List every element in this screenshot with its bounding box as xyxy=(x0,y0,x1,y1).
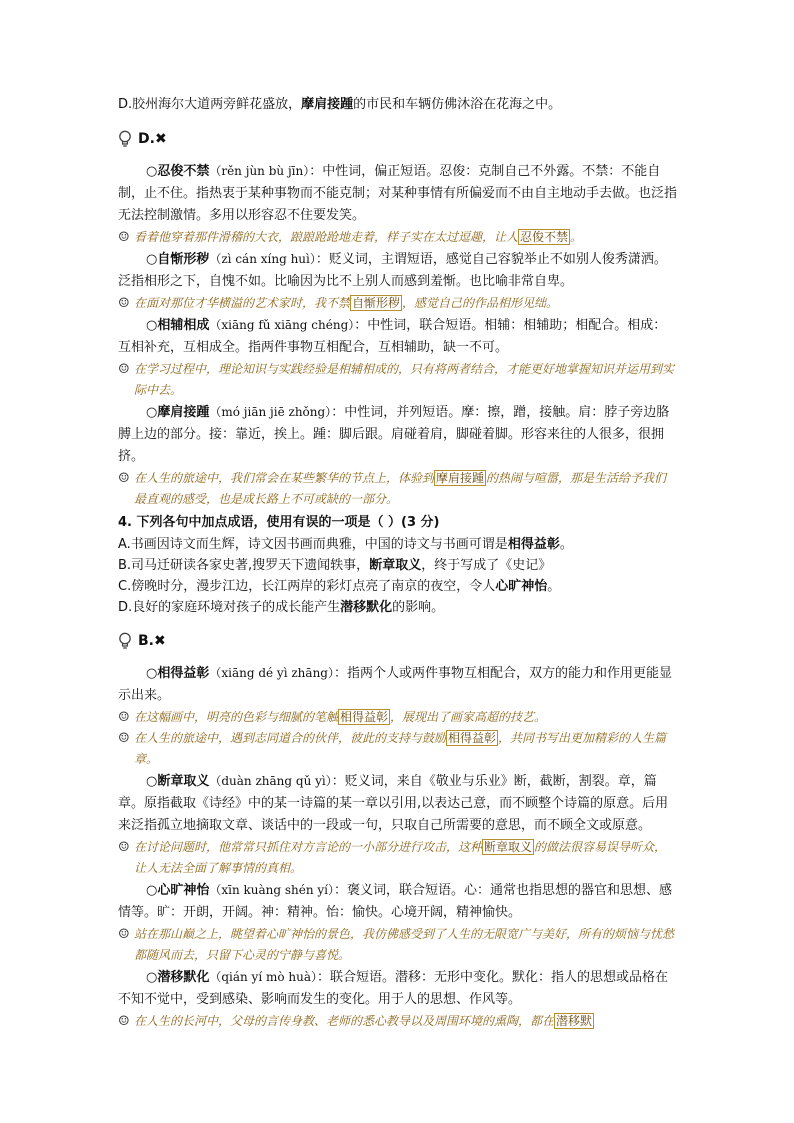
lightbulb-icon xyxy=(118,632,132,650)
idiom-entry xyxy=(118,248,678,293)
option-text: 。 xyxy=(547,579,561,594)
smiley-icon: ☺ xyxy=(118,296,130,311)
option-text: B.司马迁研读各家史著,搜罗天下遗闻轶事， xyxy=(118,558,370,573)
idiom-pinyin: （zì cán xíng huì） xyxy=(209,252,316,266)
example-sentence xyxy=(118,728,678,770)
option-text: D.良好的家庭环境对孩子的成长能产生 xyxy=(118,600,341,615)
example-text: 的做法很容易误导听众，让人无法全面了解事情的真相。 xyxy=(134,840,667,875)
example-text: ，展现出了画家高超的技艺。 xyxy=(390,710,547,724)
option-term: 潜移默化 xyxy=(340,600,393,615)
idiom-entry xyxy=(118,770,678,837)
highlighted-idiom: 忍俊不禁 xyxy=(520,230,569,244)
example-text: 在这幅画中，明亮的色彩与细腻的笔触 xyxy=(134,710,339,724)
smiley-icon: ☺ xyxy=(118,927,130,942)
idiom-entry xyxy=(118,662,678,707)
idiom-definition: ：中性词，并列短语。摩：擦，蹭，接触。肩：脖子旁边胳膊上边的部分。接：靠近，挨上。踵：脚后跟。肩碰着肩，脚碰着脚。形容来往的人很多，很拥挤。 xyxy=(118,405,670,464)
idiom-term: ○相辅相成 xyxy=(146,318,210,333)
answer-block xyxy=(118,126,678,152)
option-a xyxy=(118,534,678,555)
idiom-pinyin: （qián yí mò huà） xyxy=(209,970,318,984)
example-sentence xyxy=(118,227,678,248)
option-text: 。 xyxy=(559,537,573,552)
example-sentence xyxy=(118,707,678,728)
option-term: 断章取义 xyxy=(369,558,422,573)
idiom-definition: ：贬义词，来自《敬业与乐业》断，截断，割裂。章，篇章。原指截取《诗经》中的某一诗篇的某一章以引用,以表达己意，而不顾整个诗篇的原意。后用来泛指孤立地摘取文章、谈话中的一段或一句，只取自己所需要的意思，而不顾全文或原意。 xyxy=(118,774,669,833)
example-sentence xyxy=(118,468,678,510)
lightbulb-icon xyxy=(118,130,132,148)
highlighted-idiom: 自惭形秽 xyxy=(352,296,401,310)
idiom-pinyin: （xīn kuàng shén yí） xyxy=(209,883,335,897)
idiom-entry xyxy=(118,160,678,227)
example-text: 看着他穿着那件滑稽的大衣，踉踉跄跄地走着，样子实在太过逗趣，让人 xyxy=(134,230,519,244)
example-text: ，感觉自己的作品相形见绌。 xyxy=(402,296,559,310)
example-text: 。 xyxy=(570,230,583,244)
highlighted-idiom: 摩肩接踵 xyxy=(436,471,485,485)
option-term: 相得益彰 xyxy=(507,537,560,552)
idiom-entry xyxy=(118,879,678,924)
smiley-icon: ☺ xyxy=(118,1014,130,1029)
smiley-icon: ☺ xyxy=(118,710,130,725)
smiley-icon: ☺ xyxy=(118,840,130,855)
answer-block xyxy=(118,628,678,654)
highlighted-idiom: 相得益彰 xyxy=(448,731,497,745)
idiom-term: ○摩肩接踵 xyxy=(146,405,210,420)
idiom-term: ○相得益彰 xyxy=(146,666,210,681)
option-text: D.胶州海尔大道两旁鲜花盛放， xyxy=(118,97,302,112)
idiom-entry xyxy=(118,401,678,468)
example-text: 在人生的旅途中，遇到志同道合的伙伴，彼此的支持与鼓励 xyxy=(134,731,447,745)
idiom-term: ○自惭形秽 xyxy=(146,252,210,267)
idiom-pinyin: （mó jiān jiē zhǒng） xyxy=(209,405,332,419)
example-text: 在人生的长河中，父母的言传身教、老师的悉心教导以及周围环境的熏陶，都在 xyxy=(134,1014,555,1028)
option-text: C.傍晚时分，漫步江边，长江两岸的彩灯点亮了南京的夜空，令人 xyxy=(118,579,496,594)
highlighted-idiom: 相得益彰 xyxy=(340,710,389,724)
idiom-term: ○潜移默化 xyxy=(146,970,210,985)
option-c xyxy=(118,576,678,597)
option-text: 的影响。 xyxy=(392,600,445,615)
idiom-pinyin: （duàn zhāng qǔ yì） xyxy=(209,774,332,788)
example-text: 在学习过程中，理论知识与实践经验是相辅相成的，只有将两者结合，才能更好地掌握知识并运用到实际中去。 xyxy=(134,362,675,397)
option-text: A.书画因诗文而生辉，诗文因书画而典雅，中国的诗文与书画可谓是 xyxy=(118,537,508,552)
option-text: 的市民和车辆仿佛沐浴在花海之中。 xyxy=(353,97,562,112)
idiom-term: ○断章取义 xyxy=(146,774,210,789)
idiom-pinyin: （rěn jùn bù jīn） xyxy=(209,164,310,178)
example-text: 在面对那位才华横溢的艺术家时，我不禁 xyxy=(134,296,351,310)
option-term: 摩肩接踵 xyxy=(301,97,354,112)
question-title: 4. 下列各句中加点成语，使用有误的一项是（ ）(3 分) xyxy=(118,515,440,530)
option-b xyxy=(118,555,678,576)
answer-label: D.✖ xyxy=(138,131,167,147)
option-text: ，终于写成了《史记》 xyxy=(421,558,552,573)
smiley-icon: ☺ xyxy=(118,230,130,245)
example-sentence xyxy=(118,1011,678,1032)
highlighted-idiom: 潜移默 xyxy=(556,1014,593,1028)
example-sentence xyxy=(118,359,678,401)
example-sentence xyxy=(118,293,678,314)
smiley-icon: ☺ xyxy=(118,471,130,486)
example-sentence xyxy=(118,924,678,966)
example-text: 站在那山巅之上，眺望着心旷神怡的景色，我仿佛感受到了人生的无限宽广与美好，所有的烦恼与忧愁都随风而去，只留下心灵的宁静与喜悦。 xyxy=(134,927,675,962)
idiom-term: ○心旷神怡 xyxy=(146,883,210,898)
idiom-pinyin: （xiāng dé yì zhāng） xyxy=(209,666,334,680)
idiom-entry xyxy=(118,966,678,1011)
idiom-entry xyxy=(118,314,678,359)
idiom-pinyin: （xiāng fǔ xiāng chéng） xyxy=(209,318,355,332)
idiom-definition: ：联合短语。潜移：无形中变化。默化：指人的思想或品格在不知不觉中，受到感染、影响而发生的变化。用于人的思想、作风等。 xyxy=(118,970,669,1007)
example-text: 在人生的旅途中，我们常会在某些繁华的节点上，体验到 xyxy=(134,471,435,485)
example-text: 在讨论问题时，他常常只抓住对方言论的一小部分进行攻击，这种 xyxy=(134,840,483,854)
example-text: 的热闹与喧嚣，那是生活给予我们最直观的感受，也是成长路上不可或缺的一部分。 xyxy=(134,471,667,506)
answer-label: B.✖ xyxy=(138,633,166,649)
idiom-definition: ：贬义词，主谓短语，感觉自己容貌举止不如别人俊秀潇洒。泛指相形之下，自愧不如。比喻因为比不上别人而感到羞惭。也比喻非常自卑。 xyxy=(118,252,667,289)
idiom-definition: ：中性词，联合短语。相辅：相辅助；相配合。相成：互相补充，互相成全。指两件事物互相配合，互相辅助，缺一不可。 xyxy=(118,318,667,355)
idiom-term: ○忍俊不禁 xyxy=(146,164,210,179)
example-sentence xyxy=(118,837,678,879)
smiley-icon: ☺ xyxy=(118,362,130,377)
option-d xyxy=(118,597,678,618)
option-term: 心旷神怡 xyxy=(495,579,548,594)
idiom-definition: ：中性词，偏正短语。忍俊：克制自己不外露。不禁：不能自制，止不住。指热衷于某种事物而不能克制；对某种事情有所偏爱而不由自主地动手去做。也泛指无法控制激情。多用以形容忍不住要发笑。 xyxy=(118,164,678,223)
document-page xyxy=(118,94,678,1032)
highlighted-idiom: 断章取义 xyxy=(484,840,533,854)
example-text: ，共同书写出更加精彩的人生篇章。 xyxy=(134,731,667,766)
idiom-definition: ：指两个人或两件事物互相配合，双方的能力和作用更能显示出来。 xyxy=(118,666,672,703)
smiley-icon: ☺ xyxy=(118,731,130,746)
idiom-definition: ：褒义词，联合短语。心：通常也指思想的器官和思想、感情等。旷：开朗，开阔。神：精神。怡：愉快。心境开阔，精神愉快。 xyxy=(118,883,673,920)
option-d-line xyxy=(118,94,678,116)
